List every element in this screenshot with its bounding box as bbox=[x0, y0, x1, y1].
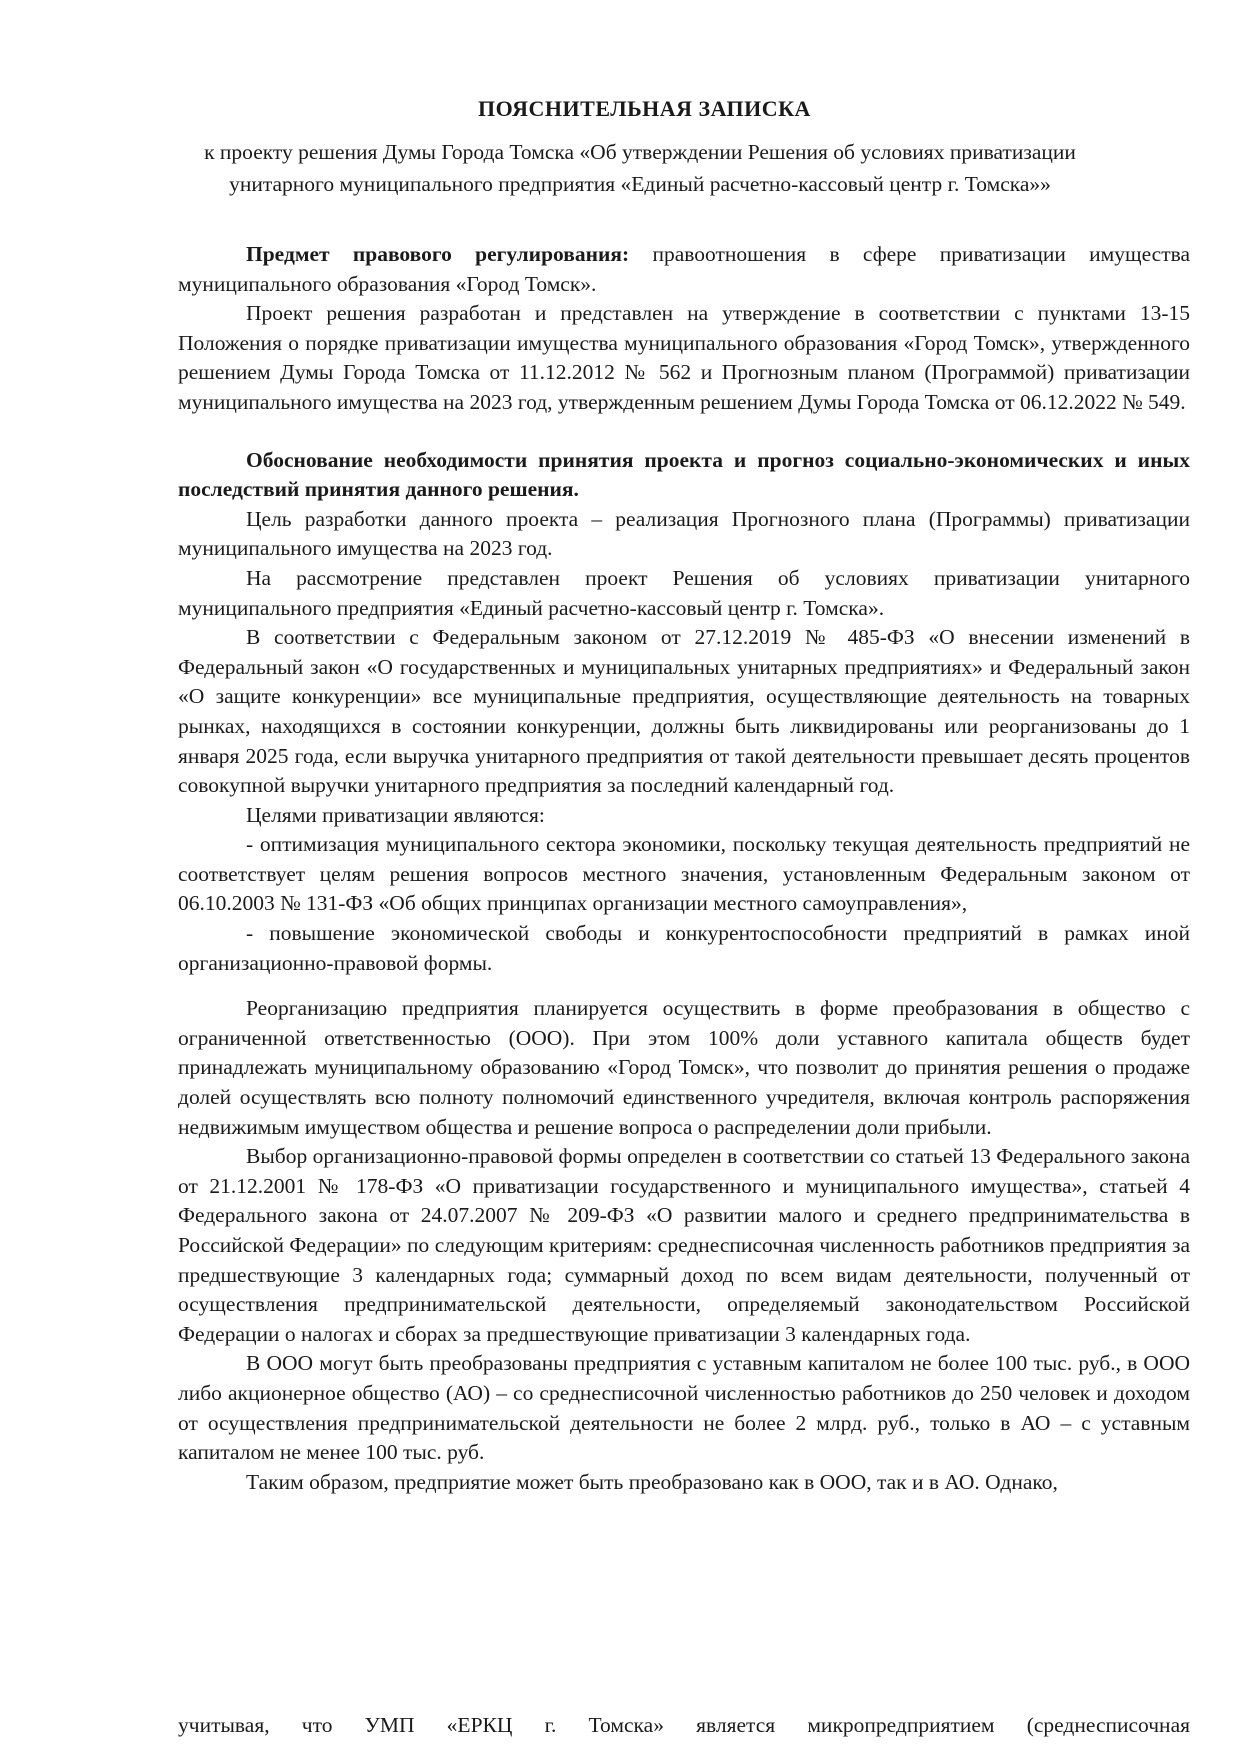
paragraph-legal-form: Выбор организационно-правовой формы определен в соответствии со статьей 13 Федерального закона от 21.12.2001 № 178-ФЗ «О приватизации государственного и муниципального имущества», статьей 4 Федерального закона от 24.07.2007 № 209-ФЗ «О развитии малого и среднего предпринимательства в Российской Федерации» по следующим критериям: среднесписочная численность работников предприятия за предшествующие 3 календарных года; суммарный доход по всем видам деятельности, полученный от осуществления предпринимательской деятельности, определяемый законодательством Российской Федерации о налогах и сборах за предшествующие приватизации 3 календарных года. bbox=[178, 1144, 1190, 1346]
paragraph-federal-law: В соответствии с Федеральным законом от 27.12.2019 № 485-ФЗ «О внесении изменений в Федеральный закон «О государственных и муниципальных унитарных предприятиях» и Федеральный закон «О защите конкуренции» все муниципальные предприятия, осуществляющие деятельность на товарных рынках, находящихся в состоянии конкуренции, должны быть ликвидированы или реорганизованы до 1 января 2025 года, если выручка унитарного предприятия от такой деятельности превышает десять процентов совокупной выручки унитарного предприятия за последний календарный год. bbox=[178, 625, 1190, 798]
paragraph-subject-label: Предмет правового регулирования: bbox=[246, 242, 630, 266]
paragraph-submitted: На рассмотрение представлен проект Решения об условиях приватизации унитарного муниципального предприятия «Единый расчетно-кассовый центр г. Томска». bbox=[178, 565, 1190, 620]
section-heading-justification: Обоснование необходимости принятия проекта и прогноз социально-экономических и иных последствий принятия данного решения. bbox=[178, 447, 1190, 502]
paragraph-subject-text: правоотношения в сфере приватизации имущества муниципального образования «Город Томск». bbox=[178, 242, 1190, 296]
paragraph-goal-item-2: - повышение экономической свободы и конкурентоспособности предприятий в рамках иной организационно-правовой формы. bbox=[178, 921, 1190, 975]
document-title: ПОЯСНИТЕЛЬНАЯ ЗАПИСКА bbox=[478, 96, 811, 121]
paragraph-goal: Цель разработки данного проекта – реализация Прогнозного плана (Программы) приватизации муниципального имущества на 2023 год. bbox=[178, 506, 1190, 561]
paragraph-conclusion: Таким образом, предприятие может быть преобразовано как в ООО, так и в АО. Однако, bbox=[246, 1469, 1058, 1494]
paragraph-goals-intro: Целями приватизации являются: bbox=[246, 802, 545, 827]
document-subtitle: к проекту решения Думы Города Томска «Об утверждении Решения об условиях приватизации унитарного муниципального предприятия «Единый расчетно-кассовый центр г. Томска»» bbox=[204, 140, 1076, 196]
paragraph-subject bbox=[178, 240, 1190, 299]
paragraph-cut-off-line: учитывая, что УМП «ЕРКЦ г. Томска» является микропредприятием (среднесписочная bbox=[178, 1713, 1190, 1737]
paragraph-conditions: В ООО могут быть преобразованы предприятия с уставным капиталом не более 100 тыс. руб., в ООО либо акционерное общество (АО) – со среднесписочной численностью работников до 250 человек и доходом от осуществления предпринимательской деятельности не более 2 млрд. руб., только в АО – с уставным капиталом не менее 100 тыс. руб. bbox=[178, 1351, 1190, 1465]
paragraph-reorganization: Реорганизацию предприятия планируется осуществить в форме преобразования в общество с ограниченной ответственностью (ООО). При этом 100% доли уставного капитала обществ будет принадлежать муниципальному образованию «Город Томск», что позволит до принятия решения о продаже долей осуществлять всю полноту полномочий единственного учредителя, включая контроль распоряжения недвижимым имуществом общества и решение вопроса о распределении доли прибыли. bbox=[178, 996, 1190, 1139]
document-body bbox=[178, 240, 1190, 1497]
paragraph-basis: Проект решения разработан и представлен на утверждение в соответствии с пунктами 13-15 Положения о порядке приватизации имущества муниципального образования «Город Томск», утвержденного решением Думы Города Томска от 11.12.2012 № 562 и Прогнозным планом (Программой) приватизации муниципального имущества на 2023 год, утвержденным решением Думы Города Томска от 06.12.2022 № 549. bbox=[178, 301, 1190, 414]
paragraph-goal-item-1: - оптимизация муниципального сектора экономики, поскольку текущая деятельность предприятий не соответствует целям решения вопросов местного значения, установленным Федеральным законом от 06.10.2003 № 131-ФЗ «Об общих принципах организации местного самоуправления», bbox=[178, 832, 1190, 916]
